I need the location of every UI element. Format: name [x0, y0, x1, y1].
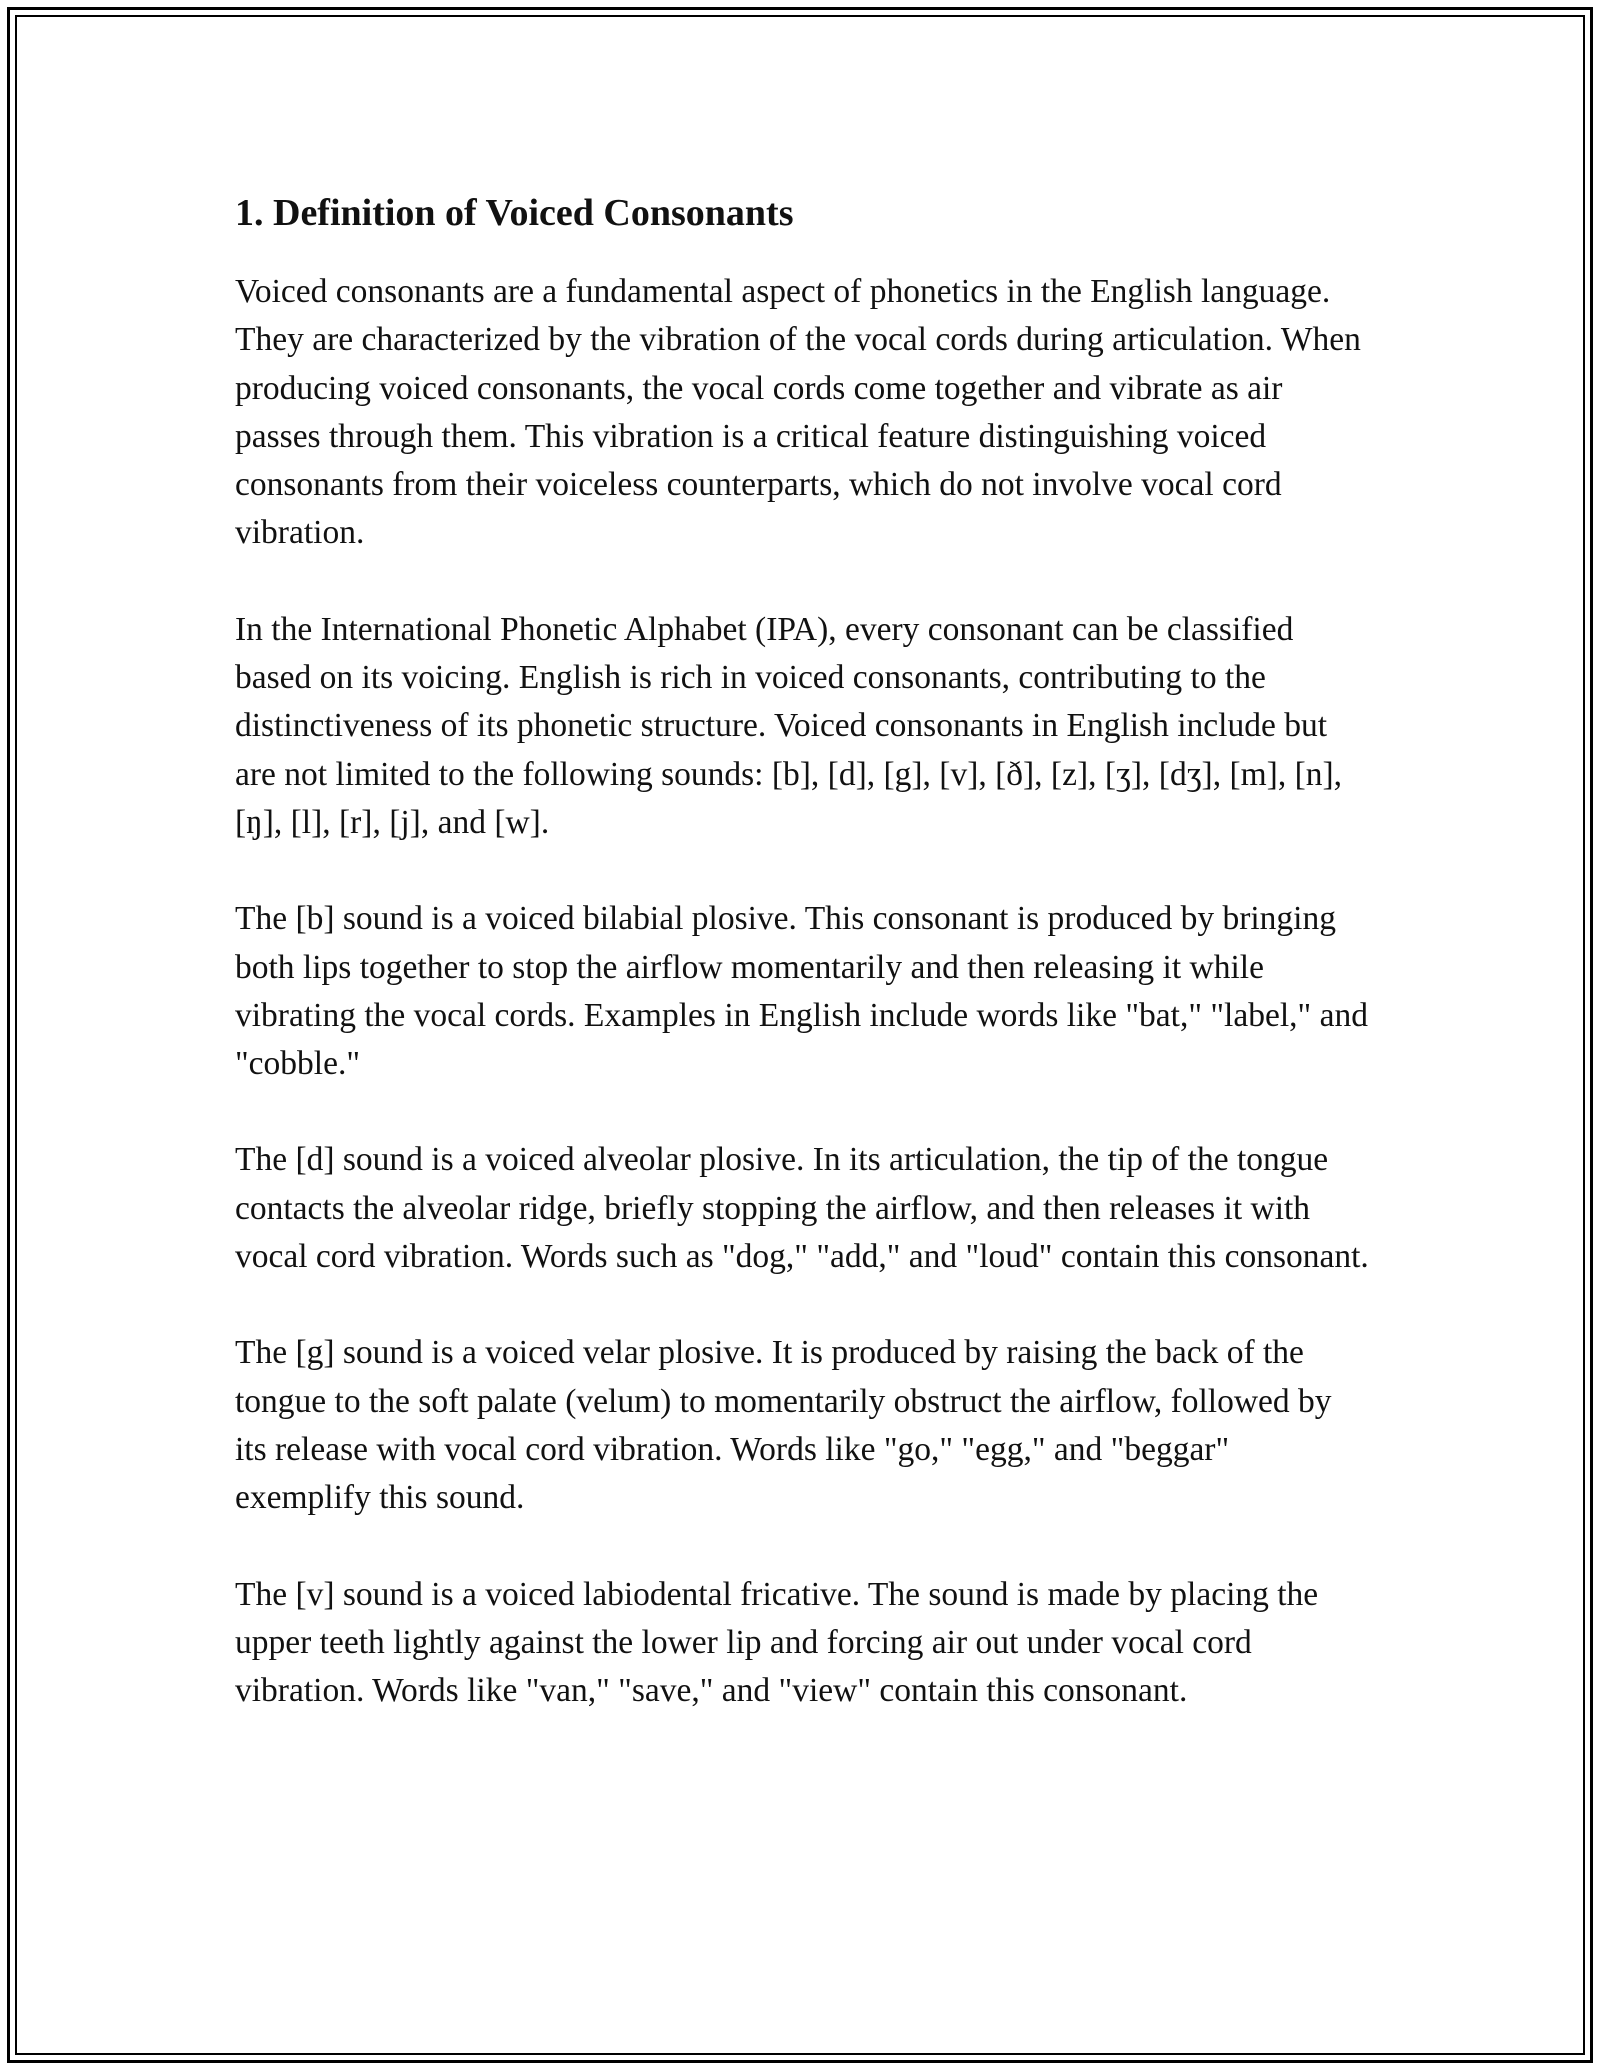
paragraph-voiced-definition: Voiced consonants are a fundamental aspect of phonetics in the English language. They are characterized by the vibration of the vocal cords during articulation. When producing voiced consonants, the vocal cords come together and vibrate as air passes through them. This vibration is a critical feature distinguishing voiced consonants from their voiceless counterparts, which do not involve vocal cord vibration.: [235, 273, 1361, 552]
document-body: [235, 185, 1370, 1763]
paragraph-d-sound: The [d] sound is a voiced alveolar plosive. In its articulation, the tip of the tongue contacts the alveolar ridge, briefly stopping the airflow, and then releases it with vocal cord vibration. Words such as "dog," "add," and "loud" contain this consonant.: [235, 1141, 1369, 1276]
paragraph-v-sound: The [v] sound is a voiced labiodental fricative. The sound is made by placing the upper teeth lightly against the lower lip and forcing air out under vocal cord vibration. Words like "van," "save," and "view" contain this consonant.: [235, 1575, 1319, 1710]
paragraph-g-sound: The [g] sound is a voiced velar plosive. It is produced by raising the back of the tongue to the soft palate (velum) to momentarily obstruct the airflow, followed by its release with vocal cord vibration. Words like "go," "egg," and "beggar" exemplify this sound.: [235, 1334, 1332, 1517]
section-heading: 1. Definition of Voiced Consonants: [235, 192, 794, 234]
paragraph-b-sound: The [b] sound is a voiced bilabial plosive. This consonant is produced by bringing both lips together to stop the airflow momentarily and then releasing it while vibrating the vocal cords. Examples in English include words like "bat," "label," and "cobble.": [235, 900, 1368, 1083]
paragraph-ipa-classification: In the International Phonetic Alphabet (IPA), every consonant can be classified based on its voicing. English is rich in voiced consonants, contributing to the distinctiveness of its phonetic structure. Voiced consonants in English include but are not limited to the following sounds: [b], [d], [g], [v], [ð], [z], [ʒ], [dʒ], [m], [n], [ŋ], [l], [r], [j], and [w].: [235, 610, 1343, 841]
